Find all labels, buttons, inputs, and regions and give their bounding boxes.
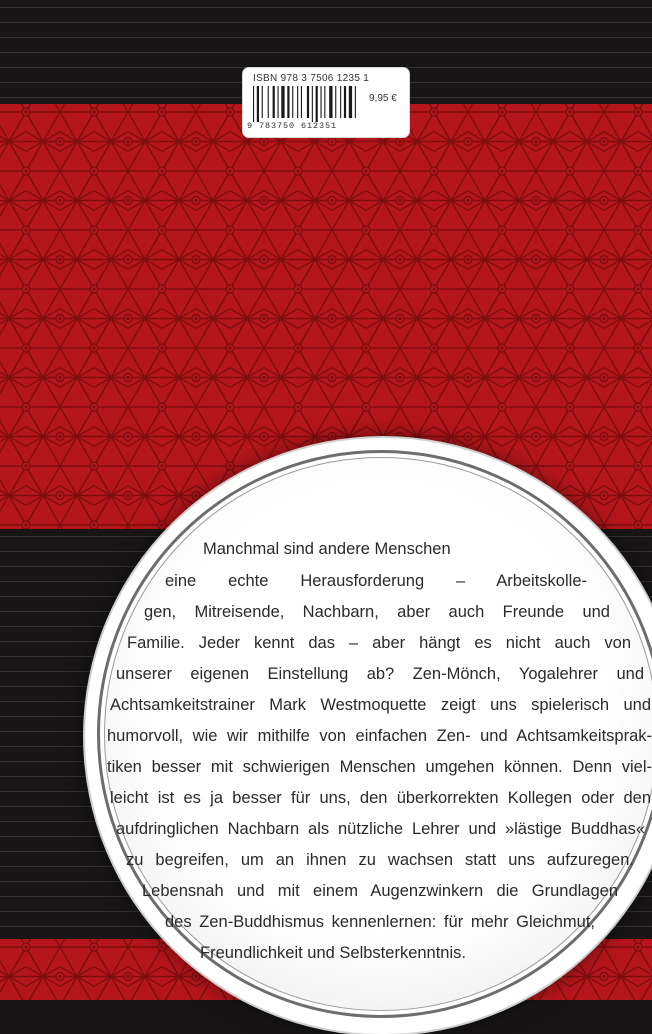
blurb-line: zu begreifen, um an ihnen zu wachsen statt uns aufzuregen. bbox=[126, 851, 634, 869]
blurb-line: Lebensnah und mit einem Augenzwinkern die Grundlagen bbox=[142, 882, 618, 900]
blurb-line: Achtsamkeitstrainer Mark Westmoquette zeigt uns spielerisch und bbox=[110, 696, 651, 714]
price-text: 9,95 € bbox=[369, 93, 397, 104]
blurb-line: Freundlichkeit und Selbsterkenntnis. bbox=[200, 944, 466, 962]
blurb-line: eine echte Herausforderung – Arbeitskolle- bbox=[165, 572, 587, 590]
isbn-text: ISBN 978 3 7506 1235 1 bbox=[253, 73, 370, 84]
ean-number: 9 783750 612351 bbox=[247, 121, 338, 131]
blurb-line: humorvoll, wie wir mithilfe von einfachen Zen- und Achtsamkeitsprak- bbox=[107, 727, 652, 745]
blurb-line: unserer eigenen Einstellung ab? Zen-Mönch, Yogalehrer und bbox=[116, 665, 644, 683]
blurb-line: gen, Mitreisende, Nachbarn, aber auch Freunde und bbox=[144, 603, 610, 621]
blurb-line: aufdringlichen Nachbarn als nützliche Lehrer und »lästige Buddhas« bbox=[116, 820, 645, 838]
blurb-line: tiken besser mit schwierigen Menschen umgehen können. Denn viel- bbox=[107, 758, 652, 776]
blurb-line: Familie. Jeder kennt das – aber hängt es nicht auch von bbox=[127, 634, 631, 652]
barcode-icon bbox=[253, 86, 361, 122]
barcode-label bbox=[243, 68, 409, 137]
blurb-line: leicht ist es ja besser für uns, den überkorrekten Kollegen oder den bbox=[110, 789, 651, 807]
blurb-line: des Zen-Buddhismus kennenlernen: für mehr Gleichmut, bbox=[165, 913, 595, 931]
blurb-line: Manchmal sind andere Menschen bbox=[203, 540, 451, 558]
